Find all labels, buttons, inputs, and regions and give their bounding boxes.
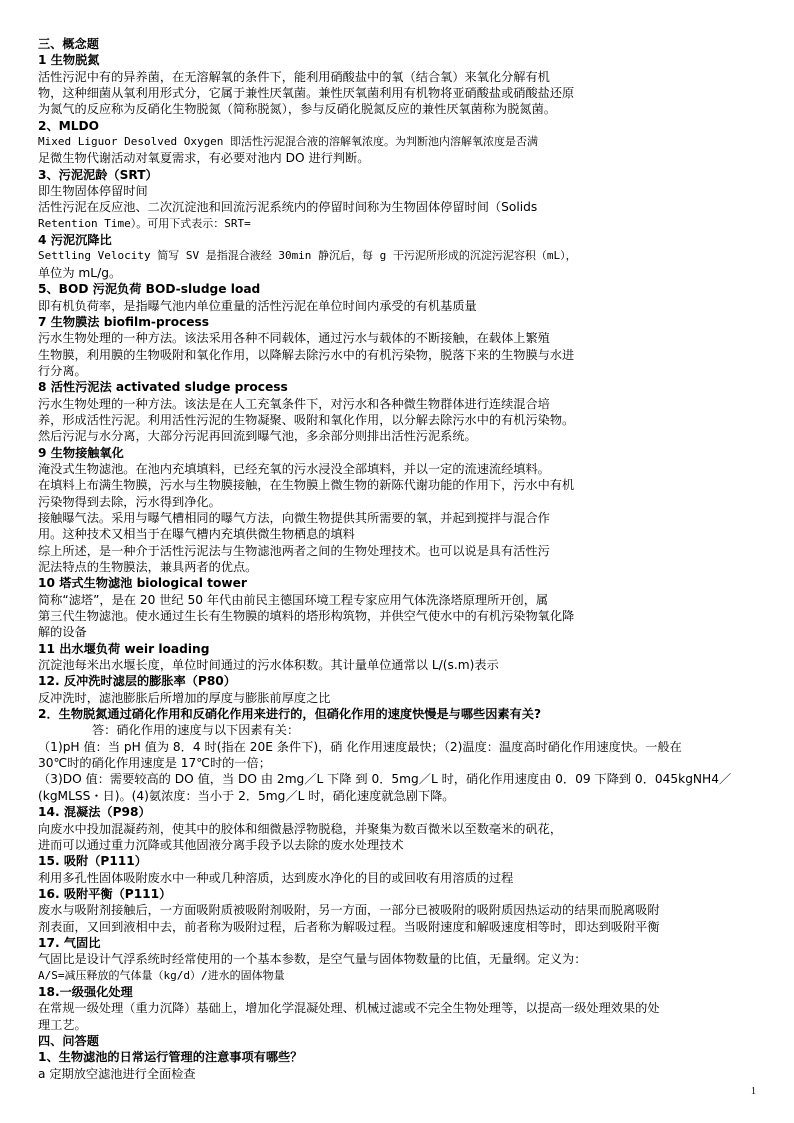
text-line: 第三代生物滤池。使水通过生长有生物膜的填料的塔形构筑物，并供空气使水中的有机污染物氧化降	[38, 609, 575, 624]
text-line: 理工艺。	[38, 1017, 87, 1032]
text-line: 简称“滤塔”，是在 20 世纪 50 年代由前民主德国环境工程专家应用气体洗涤塔原理所开创，属	[38, 592, 549, 607]
section-heading: 4 污泥沉降比	[38, 233, 112, 248]
section-heading: 16. 吸附平衡（P111）	[38, 886, 172, 901]
section-heading: 2、MLDO	[38, 118, 100, 133]
text-line: （3)DO 值：需要较高的 DO 值，当 DO 由 2mg／L 下降 到 0．5mg／L 时，硝化作用速度由 0．09 下降到 0．045kgNH4／	[38, 772, 732, 787]
text-line: 泥法特点的生物膜法，兼具两者的优点。	[38, 560, 258, 574]
text-line: Mixed Liguor Desolved Oxygen 即活性污泥混合液的溶解氧浓度。为判断池内溶解氧浓度是否满	[38, 135, 539, 149]
section-heading: 2．生物脱氮通过硝化作用和反硝化作用来进行的，但硝化作用的速度快慢是与哪些因素有关?	[38, 707, 542, 722]
section-heading: 15. 吸附（P111）	[38, 854, 147, 869]
text-line: 活性污泥在反应池、二次沉淀池和回流污泥系统内的停留时间称为生物固体停留时间（Solids	[38, 200, 538, 215]
section-heading: 11 出水堰负荷 weir loading	[38, 641, 210, 656]
section-heading: 18.一级强化处理	[38, 984, 133, 999]
document-body	[38, 36, 760, 1082]
section-heading: 9 生物接触氧化	[38, 445, 124, 460]
section-heading: 3、污泥泥龄（SRT）	[38, 167, 158, 182]
text-line: 利用多孔性固体吸附废水中一种或几种溶质，达到废水净化的目的或回收有用溶质的过程	[38, 870, 514, 885]
section-heading: 12. 反冲洗时滤层的膨胀率（P80）	[38, 674, 236, 689]
text-line: 单位为 mL/g。	[38, 265, 122, 280]
text-line: 污水生物处理的一种方法。该法是在人工充氧条件下，对污水和各种微生物群体进行连续混合培	[38, 396, 550, 411]
section-heading: 1、生物滤池的日常运行管理的注意事项有哪些？	[38, 1050, 303, 1065]
text-line: 在填料上布满生物膜，污水与生物膜接触，在生物膜上微生物的新陈代谢功能的作用下，污水中有机	[38, 478, 575, 493]
text-line: (kgMLSS・日)。(4)氨浓度：当小于 2．5mg／L 时，硝化速度就急剧下降。	[38, 788, 455, 803]
text-line: Retention Time）。可用下式表示：SRT=	[38, 216, 251, 230]
text-line: 即有机负荷率，是指曝气池内单位重量的活性污泥在单位时间内承受的有机基质量	[38, 298, 477, 313]
text-line: 进而可以通过重力沉降或其他固液分离手段予以去除的废水处理技术	[38, 837, 404, 852]
text-line: 养，形成活性污泥。利用活性污泥的生物凝聚、吸附和氧化作用，以分解去除污水中的有机污染物。	[38, 412, 575, 427]
text-line: Settling Velocity 简写 SV 是指混合液经 30min 静沉后，每 g 干污泥所形成的沉淀污泥容积（mL），	[38, 249, 577, 263]
text-line: 污水生物处理的一种方法。该法采用各种不同载体，通过污水与载体的不断接触，在载体上繁殖	[38, 331, 550, 346]
section-heading: 14. 混凝法（P98）	[38, 805, 151, 820]
text-line: 用。这种技术又相当于在曝气槽内充填供微生物栖息的填料	[38, 527, 355, 542]
section-heading: 7 生物膜法 biofilm-process	[38, 314, 210, 329]
text-line: 向废水中投加混凝药剂，使其中的胶体和细微悬浮物脱稳，并聚集为数百微米以至数毫米的矾花，	[38, 821, 563, 836]
text-line: （1)pH 值：当 pH 值为 8．4 时(指在 20E 条件下)，硝 化作用速度最快；（2)温度：温度高时硝化作用速度快。一般在	[38, 739, 682, 754]
section-heading: 10 塔式生物滤池 biological tower	[38, 576, 247, 591]
section-heading: 5、BOD 污泥负荷 BOD-sludge load	[38, 282, 261, 297]
text-line: 然后污泥与水分离，大部分污泥再回流到曝气池，多余部分则排出活性污泥系统。	[38, 429, 477, 444]
text-line: 为氮气的反应称为反硝化生物脱氮（简称脱氮），参与反硝化脱氮反应的兼性厌氧菌称为脱氮菌。	[38, 102, 556, 117]
text-line: 在常规一级处理（重力沉降）基础上，增加化学混凝处理、机械过滤或不完全生物处理等，以提高一级处理效果的处	[38, 1001, 660, 1016]
text-line: 剂表面，又回到液相中去，前者称为吸附过程，后者称为解吸过程。当吸附速度和解吸速度相等时，即达到吸附平衡	[38, 919, 660, 934]
text-line: 即生物固体停留时间	[38, 184, 148, 199]
section-heading: 8 活性污泥法 activated sludge process	[38, 380, 288, 395]
text-line: 30℃时的硝化作用速度是 17℃时的一倍；	[38, 756, 271, 771]
text-line: 解的设备	[38, 625, 87, 640]
text-line: A/S=减压释放的气体量（kg/d）/进水的固体物量	[38, 968, 285, 982]
text-line: 沉淀池每米出水堰长度，单位时间通过的污水体积数。其计量单位通常以 L/(s.m)表示	[38, 658, 499, 673]
text-line: 答：硝化作用的速度与以下因素有关：	[92, 723, 300, 738]
text-line: 活性污泥中有的异养菌，在无溶解氧的条件下，能利用硝酸盐中的氧（结合氧）来氧化分解有机	[38, 69, 550, 84]
section-heading: 四、问答题	[38, 1033, 99, 1048]
page-number: 1	[751, 1086, 756, 1097]
text-line: 物，这种细菌从氧利用形式分，它属于兼性厌氧菌。兼性厌氧菌利用有机物将亚硝酸盐或硝酸盐还原	[38, 86, 575, 101]
text-line: 行分离。	[38, 363, 87, 378]
text-line: 废水与吸附剂接触后，一方面吸附质被吸附剂吸附，另一方面，一部分已被吸附的吸附质因热运动的结果而脱离吸附	[38, 903, 660, 918]
section-heading: 三、概念题	[38, 37, 99, 51]
section-heading: 1 生物脱氮	[38, 53, 100, 68]
text-line: 淹没式生物滤池。在池内充填填料，已经充氧的污水浸没全部填料，并以一定的流速流经填料。	[38, 461, 550, 476]
section-heading: 17. 气固比	[38, 935, 101, 950]
text-line: 足微生物代谢活动对氧夏需求，有必要对池内 DO 进行判断。	[38, 151, 370, 166]
text-line: 反冲洗时，滤池膨胀后所增加的厚度与膨胀前厚度之比	[38, 690, 331, 705]
text-line: a 定期放空滤池进行全面检查	[38, 1066, 196, 1081]
text-line: 污染物得到去除，污水得到净化。	[38, 494, 221, 509]
text-line: 接触曝气法。采用与曝气槽相同的曝气方法，向微生物提供其所需要的氧，并起到搅拌与混合作	[38, 510, 550, 525]
text-line: 气固比是设计气浮系统时经常使用的一个基本参数，是空气量与固体物数量的比值，无量纲。定义为：	[38, 952, 587, 967]
text-line: 生物膜，利用膜的生物吸附和氧化作用，以降解去除污水中的有机污染物，脱落下来的生物膜与水进	[38, 347, 575, 362]
text-line: 综上所述，是一种介于活性污泥法与生物滤池两者之间的生物处理技术。也可以说是具有活性污	[38, 543, 550, 558]
